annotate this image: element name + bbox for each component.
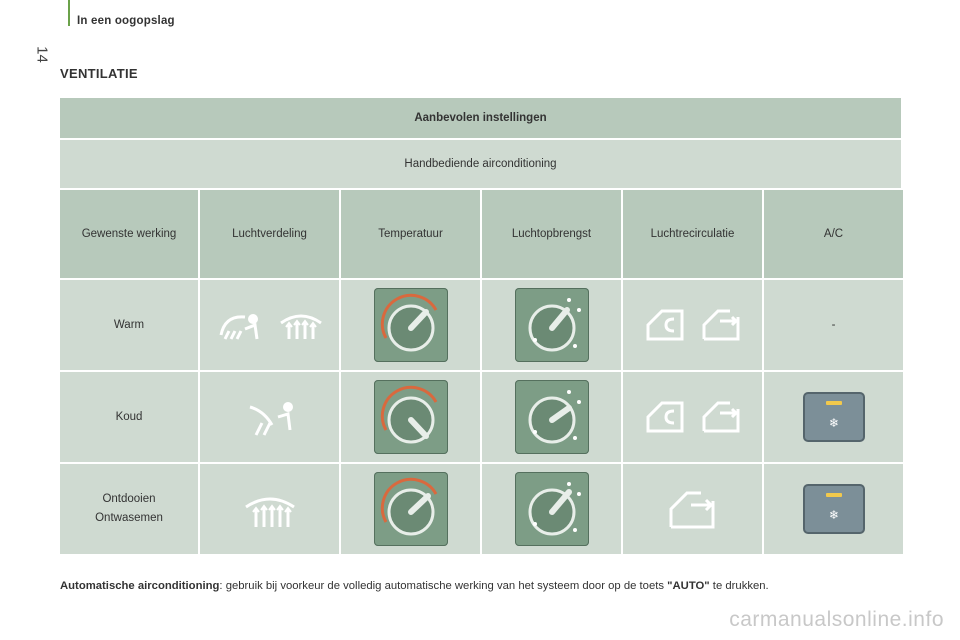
fan-speed-cell: [482, 372, 621, 462]
fresh-air-icon: [700, 399, 742, 435]
recirculation-icon: [644, 307, 686, 343]
footnote-text: : gebruik bij voorkeur de volledig automatische werking van het systeem door op de toets: [219, 580, 668, 592]
column-header: A/C: [764, 190, 903, 278]
row-label: Koud: [60, 372, 198, 462]
recirculation-icon: [644, 399, 686, 435]
fan-speed-dial: [515, 472, 589, 546]
column-header: Temperatuur: [341, 190, 480, 278]
air-distribution-cell: [200, 372, 339, 462]
row-label: [60, 464, 198, 554]
column-header: Luchtopbrengst: [482, 190, 621, 278]
temperature-dial: [374, 380, 448, 454]
footnote: [60, 580, 769, 592]
svg-text:❄: ❄: [828, 508, 839, 522]
page-number: 14: [33, 46, 51, 63]
ac-button-icon: [802, 483, 866, 535]
temperature-cell: [341, 464, 480, 554]
table-row: [60, 464, 901, 554]
fan-speed-cell: [482, 464, 621, 554]
header-rule: [68, 0, 70, 26]
section-header: In een oogopslag: [77, 15, 175, 27]
recirculation-cell: [623, 280, 762, 370]
column-header: Luchtverdeling: [200, 190, 339, 278]
table-row: [60, 372, 901, 462]
fan-speed-dial: [515, 380, 589, 454]
air-distribution-cell: [200, 464, 339, 554]
table-row: [60, 280, 901, 370]
windscreen-defrost-icon: [242, 487, 298, 531]
row-label: Warm: [60, 280, 198, 370]
svg-text:❄: ❄: [828, 416, 839, 430]
face-and-windscreen-vent-icon: [215, 305, 263, 345]
page-title: VENTILATIE: [60, 66, 138, 81]
recirculation-cell: [623, 464, 762, 554]
face-vent-icon: [244, 395, 296, 439]
table-header-row: [60, 190, 901, 278]
column-header: Luchtrecirculatie: [623, 190, 762, 278]
row-label-line2: Ontwasemen: [95, 512, 163, 524]
temperature-dial: [374, 288, 448, 362]
fan-speed-cell: [482, 280, 621, 370]
footnote-tail: te drukken.: [709, 580, 769, 592]
settings-table: [60, 98, 901, 554]
table-banner: Aanbevolen instellingen: [60, 98, 901, 140]
ac-cell: -: [764, 280, 903, 370]
temperature-cell: [341, 372, 480, 462]
ac-button-icon: [802, 391, 866, 443]
row-label-line1: Ontdooien: [102, 493, 156, 505]
column-header: Gewenste werking: [60, 190, 198, 278]
temperature-dial: [374, 472, 448, 546]
ac-cell: [764, 372, 903, 462]
fresh-air-icon: [667, 487, 719, 531]
footnote-lead: Automatische airconditioning: [60, 580, 220, 592]
air-distribution-cell: [200, 280, 339, 370]
table-subtitle: Handbediende airconditioning: [60, 140, 901, 190]
fan-speed-dial: [515, 288, 589, 362]
windscreen-defrost-icon: [277, 305, 325, 345]
temperature-cell: [341, 280, 480, 370]
fresh-air-icon: [700, 307, 742, 343]
recirculation-cell: [623, 372, 762, 462]
footnote-key: "AUTO": [667, 580, 710, 592]
ac-cell: [764, 464, 903, 554]
watermark: carmanualsonline.info: [729, 608, 944, 631]
